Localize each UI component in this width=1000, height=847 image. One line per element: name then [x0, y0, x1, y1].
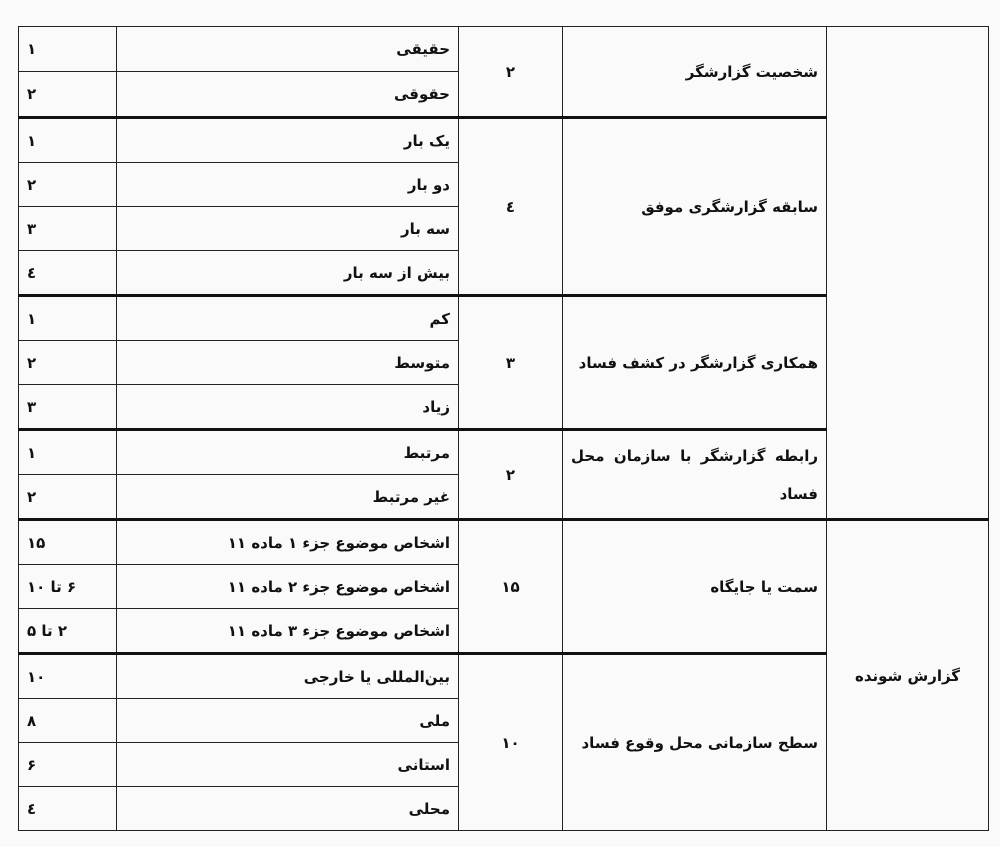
criterion-max-score: ۱۰ — [459, 654, 563, 831]
criterion-max-score: ۲ — [459, 430, 563, 520]
option-points: ٤ — [19, 787, 117, 831]
option-points: ۲ — [19, 72, 117, 118]
option-label: استانی — [117, 743, 459, 787]
scoring-table — [18, 26, 989, 831]
option-points: ۱ — [19, 118, 117, 163]
option-points: ۲ — [19, 475, 117, 520]
option-label: اشخاص موضوع جزء ۲ ماده ۱۱ — [117, 565, 459, 609]
option-label: محلی — [117, 787, 459, 831]
criterion-label: همکاری گزارشگر در کشف فساد — [563, 296, 827, 430]
option-label: بیش از سه بار — [117, 251, 459, 296]
criterion-label: سابقه گزارشگری موفق — [563, 118, 827, 296]
criterion-max-score: ۳ — [459, 296, 563, 430]
option-points: ۱ — [19, 296, 117, 341]
option-points: ۳ — [19, 207, 117, 251]
group-cell-reported-party: گزارش شونده — [827, 520, 989, 831]
criterion-label: شخصیت گزارشگر — [563, 27, 827, 118]
criterion-max-score: ٤ — [459, 118, 563, 296]
option-label: متوسط — [117, 341, 459, 385]
option-label: زیاد — [117, 385, 459, 430]
option-label: دو بار — [117, 163, 459, 207]
option-label: حقیقی — [117, 27, 459, 72]
option-label: غیر مرتبط — [117, 475, 459, 520]
option-label: حقوقی — [117, 72, 459, 118]
option-points: ۸ — [19, 699, 117, 743]
option-points: ۱ — [19, 27, 117, 72]
option-points: ۲ — [19, 163, 117, 207]
scoring-document — [18, 26, 988, 834]
option-points: ۲ تا ۵ — [19, 609, 117, 654]
option-points: ۶ تا ۱۰ — [19, 565, 117, 609]
criterion-max-score: ۱۵ — [459, 520, 563, 654]
criterion-label: سطح سازمانی محل وقوع فساد — [563, 654, 827, 831]
option-points: ۱۰ — [19, 654, 117, 699]
option-points: ۶ — [19, 743, 117, 787]
table-row — [19, 27, 989, 72]
option-label: سه بار — [117, 207, 459, 251]
option-label: اشخاص موضوع جزء ۳ ماده ۱۱ — [117, 609, 459, 654]
criterion-max-score: ۲ — [459, 27, 563, 118]
option-points: ۱۵ — [19, 520, 117, 565]
option-points: ۲ — [19, 341, 117, 385]
table-row — [19, 520, 989, 565]
option-label: بین‌المللی یا خارجی — [117, 654, 459, 699]
option-label: اشخاص موضوع جزء ۱ ماده ۱۱ — [117, 520, 459, 565]
criterion-label: رابطه گزارشگر با سازمان محل فساد — [563, 430, 827, 520]
option-points: ٤ — [19, 251, 117, 296]
option-label: کم — [117, 296, 459, 341]
option-points: ۱ — [19, 430, 117, 475]
option-points: ۳ — [19, 385, 117, 430]
group-cell-reporter — [827, 27, 989, 520]
option-label: یک بار — [117, 118, 459, 163]
option-label: مرتبط — [117, 430, 459, 475]
criterion-label: سمت یا جایگاه — [563, 520, 827, 654]
option-label: ملی — [117, 699, 459, 743]
